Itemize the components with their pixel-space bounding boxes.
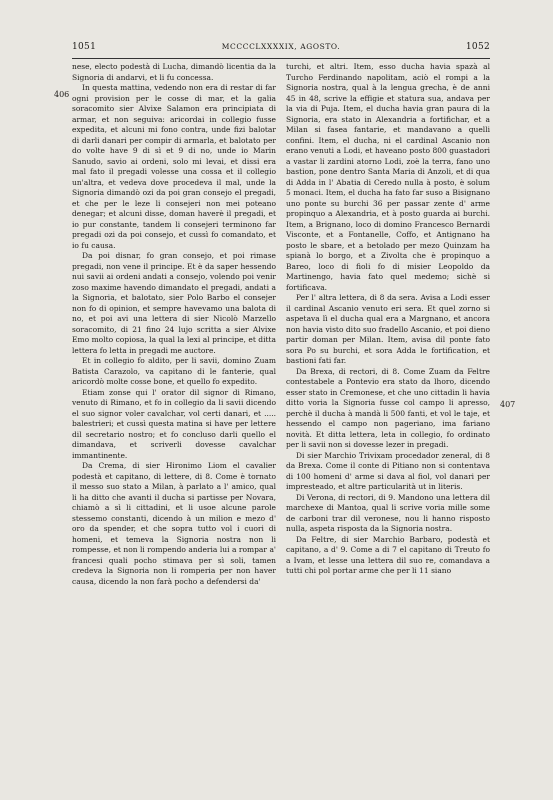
paragraph: Etiam zonse qui l' orator dil signor di Rimano, venuto di Rimano, et fo in collegio da li savii dicendo el suo signor voler cavalchar, vol certi danari, et ..... balestrieri; et cussì questa matina si have per lettere dil secretario nostro; et fo concluso darli quello el dimandava, et scriverli dovesse cavalchar immantinente. <box>72 387 276 460</box>
paragraph: Di sier Marchio Trivixam procedador zeneral, di 8 da Brexa. Come il conte di Pitiano non si contentava di 100 homeni d' arme si dava al fiol, vol danari per impresteado, et altre particularità ut in literis. <box>286 450 490 491</box>
left-column <box>72 62 276 587</box>
margin-number-right: 407 <box>500 400 516 409</box>
running-header <box>72 42 490 56</box>
paragraph: Da Brexa, di rectori, di 8. Come Zuam da Feltre contestabele a Pontevio era stato da lhoro, dicendo esser stato in Cremonese, et che uno cittadin li havia ditto voria la Signoria fusse col campo li apresso, perchè il ducha à mandà li 500 fanti, et vol le taje, et hessendo el campo non pageriano, ima fariano novità. Et ditta lettera, leta in collegio, fo ordinato per li savii non si dovesse lezer in pregadi. <box>286 366 490 449</box>
paragraph: Da Crema, di sier Hironimo Liom el cavalier podestà et capitano, di lettere, di 8. Come è tornato il messo suo stato a Milan, à parlato a l' amico, qual li ha ditto che avanti il ducha si partisse per Novara, chiamò a sì li cittadini, et li usoe alcune parole stessemo constanti, dicendo à un milion e mezo d' oro da spender, et che sopra tutto vol i cuori di homeni, et temeva la Signoria nostra non li rompesse, et non li rompendo anderia lui a rompar a' francesi quali pocho stimava per sì soli, tamen credeva la Signoria non li romperia per non haver causa, dicendo la non farà pocho a defendersi da' <box>72 461 276 586</box>
page-number-left: 1051 <box>72 42 97 52</box>
paragraph: Da poi disnar, fo gran consejo, et poi rimase pregadi, non vene il principe. Et è da saper hessendo nui savii ai ordeni andati a consejo, volendo poi venir zoso maxime havendo dimandato el pregadi, andati a la Signoria, et balotato, sier Polo Barbo el consejer non fo di opinion, et sempre havevamo una balota di no, et poi avi una lettera di sier Nicolò Marzello soracomito, di 21 fino 24 lujo scritta a sier Alvixe Emo molto copiosa, la qual la lexi al principe, et ditta lettera fo letta in pregadi me auctore. <box>72 251 276 355</box>
paragraph: nese, electo podestà di Lucha, dimandò licentia da la Signoria di andarvi, et li fu concessa. <box>72 62 276 82</box>
paragraph: turchi, et altri. Item, esso ducha havia spazà al Turcho Ferdinando napolitam, aciò el rompi a la Signoria nostra, qual à la lengua grecha, è de anni 45 in 48, scrive la effigie et statura sua, andava per la via di Puja. Item, el ducha havia gran paura di la Signoria, era stato in Alexandria a fortifichar, et a Milan si fasea fantarie, et mandavano a quelli confini. Item, el ducha, ni el cardinal Ascanio non erano venuti a Lodi, et haveano posto 800 guastadori a vastar li zardini atorno Lodi, zoè la terra, fano uno bastion, pone dentro Santa Maria di Anzoli, et di qua di Adda in l' Abatia di Ceredo nulla à posto, è solum 5 monaci. Item, el ducha ha fato far suso a Bisignano uno ponte su burchi 36 per passar zente d' arme propinquo a Alexandria, et à posto guarda ai burchi. Item, a Brignano, loco di domino Francesco Bernardi Visconte, et a Fontanelle, Coffo, et Antignano ha posto le sbare, et a betolado per mezo Quinzam ha spianà lo borgo, et a Zivolta che è propinquo a Bareo, loco di fioli fo di misier Leopoldo da Martinengo, havia fato quel medemo; sichè si fortificava. <box>286 62 490 292</box>
margin-number-left: 406 <box>54 90 70 99</box>
paragraph: Di Verona, di rectori, di 9. Mandono una lettera dil marchexe di Mantoa, qual li scrive voria mille some de carboni trar dil veronese, nou li hanno risposto nulla, aspeta risposta da la Signoria nostra. <box>286 492 490 533</box>
header-rule <box>72 58 490 59</box>
right-column <box>286 62 490 577</box>
paragraph: Da Feltre, di sier Marchio Barbaro, podestà et capitano, a d' 9. Come a di 7 el capitano di Treuto fo a Ivam, et lesse una lettera dil suo re, comandava a tutti chi pol portar arme che per li 11 siano <box>286 534 490 575</box>
running-title: MCCCCLXXXXIX, AGOSTO. <box>221 42 341 51</box>
paragraph: In questa mattina, vedendo non era di restar di far ogni provision per le cosse di mar, et la galia soracomito sier Alvixe Salamon era principiata di armar, et non seguiva: aricordai in collegio fusse expedita, et alcuni mi fono contra, unde fizi balotar di darli danari per compir di armarla, et balotato per do volte have 9 di sì et 9 di no, unde io Marin Sanudo, savio ai ordeni, solo mi levai, et dissi era mal fato il pregadi volesse una cossa et il collegio un'altra, et vedeva dove procedeva il mal, unde la Signoria dimandò ozi da poi gran consejo el pregadi, et che per le leze li consejeri non mei poteano denegar; et alcuni disse, doman haverè il pregadi, et io pur constante, tandem li consejeri terminono far pregadi ozi da poi consejo, et cussì fo comandato, et io fu causa. <box>72 83 276 250</box>
paragraph: Per l' altra lettera, di 8 da sera. Avisa a Lodi esser il cardinal Ascanio venuto eri sera. Et quel zorno si aspetava lì el ducha qual era a Margnano, et ancora non havia visto dito suo fradello Ascanio, et poi dieno partir doman per Milan. Item, avisa dil ponte fato sora Po su burchi, et sora Adda le fortification, et bastioni fati far. <box>286 293 490 365</box>
page-number-right: 1052 <box>465 42 490 52</box>
paragraph: Et in collegio fo aldito, per li savii, domino Zuam Batista Carazolo, va capitano di le fanterie, qual aricordò molte cosse bone, et quello fo expedito. <box>72 356 276 386</box>
